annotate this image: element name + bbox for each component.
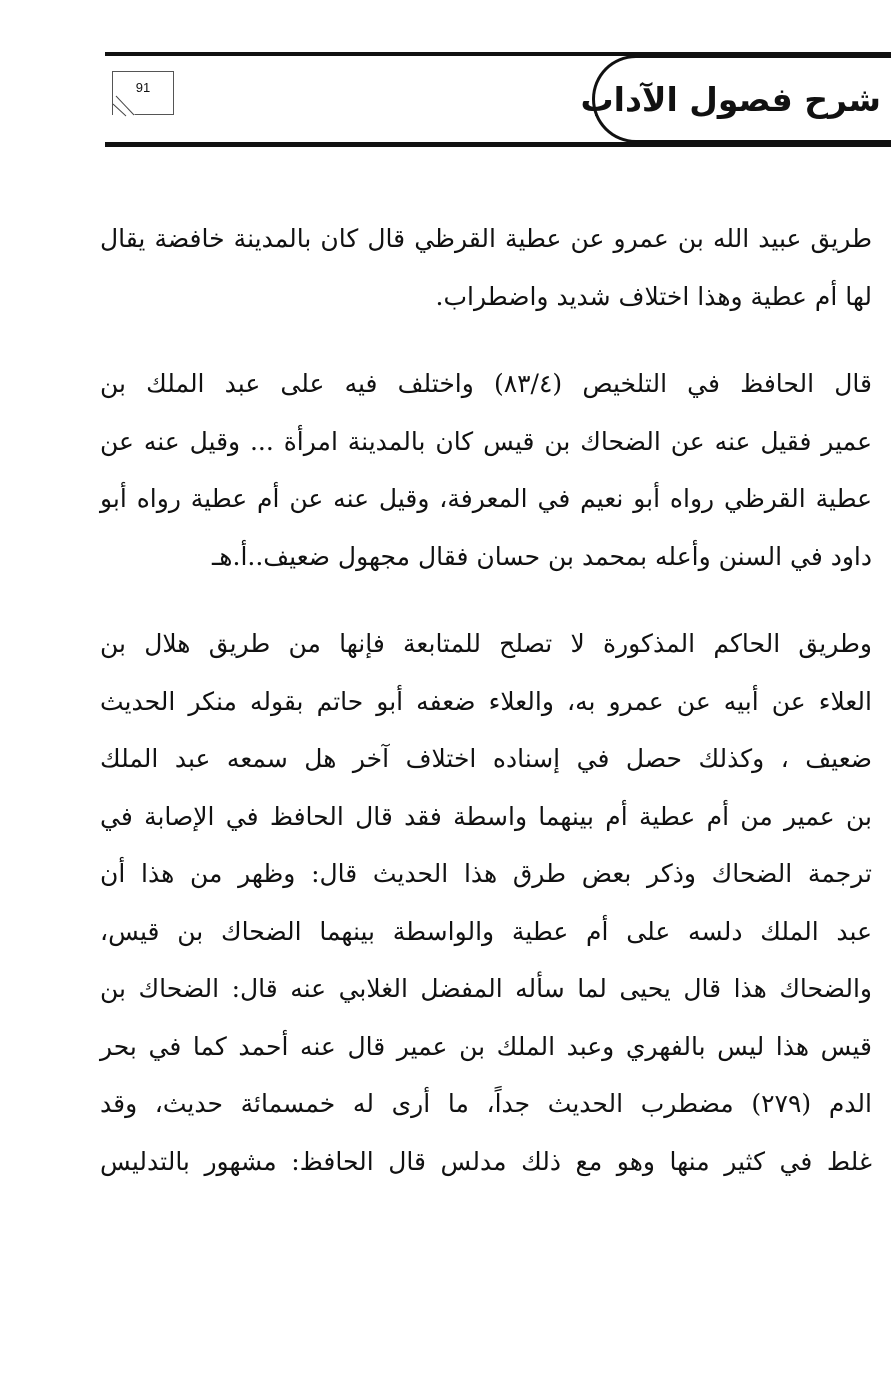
text-line: داود في السنن وأعله بمحمد بن حسان فقال مجهول ضعيف..أ.هـ — [211, 541, 872, 571]
text-line: قيس هذا ليس بالفهري وعبد الملك بن عمير قال عنه أحمد كما في بحر — [100, 1031, 872, 1061]
paragraph-1 — [100, 210, 872, 325]
text-line: لها أم عطية وهذا اختلاف شديد واضطراب. — [435, 281, 872, 311]
text-line: ضعيف ، وكذلك حصل في إسناده اختلاف آخر هل سمعه عبد الملك — [100, 744, 872, 773]
header-bottom-rule — [105, 142, 891, 147]
body-text — [100, 210, 872, 1190]
text-line: وطريق الحاكم المذكورة لا تصلح للمتابعة فإنها من طريق هلال بن — [100, 629, 872, 658]
page-curl-icon — [112, 90, 138, 118]
text-line: والضحاك هذا قال يحيى لما سأله المفضل الغلابي عنه قال: الضحاك بن — [100, 974, 872, 1003]
text-line: عطية القرظي رواه أبو نعيم في المعرفة، وقيل عنه عن أم عطية رواه أبو — [100, 484, 872, 513]
page-number: 91 — [135, 80, 151, 95]
text-line: غلط في كثير منها وهو مع ذلك مدلس قال الحافظ: مشهور بالتدليس — [100, 1146, 872, 1176]
paragraph-2 — [100, 355, 872, 585]
text-line: الدم (٢٧٩) مضطرب الحديث جداً، ما أرى له خمسمائة حديث، وقد — [100, 1089, 872, 1118]
text-line: العلاء عن أبيه عن عمرو به، والعلاء ضعفه أبو حاتم بقوله منكر الحديث — [100, 686, 872, 716]
text-line: ترجمة الضحاك وذكر بعض طرق هذا الحديث قال: وظهر من هذا أن — [100, 859, 872, 888]
text-line: بن عمير من أم عطية أم بينهما واسطة فقد قال الحافظ في الإصابة في — [100, 801, 872, 831]
text-line: عمير فقيل عنه عن الضحاك بن قيس كان بالمدينة امرأة ... وقيل عنه عن — [100, 426, 872, 456]
text-line: قال الحافظ في التلخيص (٨٣/٤) واختلف فيه على عبد الملك بن — [100, 369, 872, 398]
text-line: طريق عبيد الله بن عمرو عن عطية القرظي قال كان بالمدينة خافضة يقال — [100, 224, 872, 253]
paragraph-3 — [100, 615, 872, 1190]
book-title: شرح فصول الآداب — [580, 80, 881, 119]
text-line: عبد الملك دلسه على أم عطية والواسطة بينهما الضحاك بن قيس، — [100, 916, 872, 946]
